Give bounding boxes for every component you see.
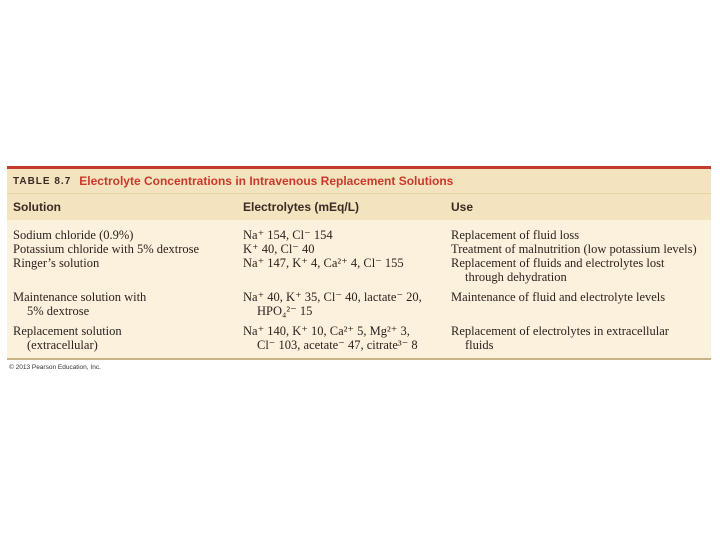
header-electrolytes: Electrolytes (mEq/L): [243, 200, 360, 214]
cell-electrolytes: Na⁺ 147, K⁺ 4, Ca²⁺ 4, Cl⁻ 155: [243, 256, 404, 270]
cell-use: Replacement of electrolytes in extracellular: [451, 324, 669, 338]
header-solution: Solution: [13, 200, 61, 214]
cell-solution-cont: 5% dextrose: [27, 304, 90, 318]
cell-use: Replacement of fluid loss: [451, 228, 580, 242]
table-row: [7, 228, 711, 242]
cell-electrolytes-cont: Cl⁻ 103, acetate⁻ 47, citrate³⁻ 8: [257, 338, 418, 352]
cell-solution: Potassium chloride with 5% dextrose: [13, 242, 200, 256]
cell-solution: Replacement solution: [13, 324, 122, 338]
table-body: [7, 220, 711, 360]
table-row: [7, 242, 711, 256]
cell-electrolytes: Na⁺ 154, Cl⁻ 154: [243, 228, 333, 242]
cell-electrolytes-cont: HPO₄²⁻ 15: [257, 304, 313, 318]
table-row: [7, 290, 711, 318]
cell-solution-cont: (extracellular): [27, 338, 98, 352]
table-row: [7, 324, 711, 352]
cell-solution: Sodium chloride (0.9%): [13, 228, 134, 242]
cell-use: Replacement of fluids and electrolytes lost: [451, 256, 665, 270]
table-label: TABLE 8.7: [13, 175, 72, 187]
cell-electrolytes: K⁺ 40, Cl⁻ 40: [243, 242, 315, 256]
table-title-bar: [7, 166, 711, 193]
cell-electrolytes: Na⁺ 40, K⁺ 35, Cl⁻ 40, lactate⁻ 20,: [243, 290, 422, 304]
cell-solution: Maintenance solution with: [13, 290, 147, 304]
table-header-row: [7, 193, 711, 220]
table-row: [7, 256, 711, 284]
cell-electrolytes: Na⁺ 140, K⁺ 10, Ca²⁺ 5, Mg²⁺ 3,: [243, 324, 410, 338]
electrolyte-table: [7, 166, 711, 360]
cell-use: Treatment of malnutrition (low potassium levels): [451, 242, 697, 256]
table-title: Electrolyte Concentrations in Intravenous Replacement Solutions: [79, 174, 454, 188]
cell-use-cont: fluids: [465, 338, 494, 352]
cell-use-cont: through dehydration: [465, 270, 567, 284]
cell-solution: Ringer’s solution: [13, 256, 100, 270]
header-use: Use: [451, 200, 474, 214]
copyright-notice: © 2013 Pearson Education, Inc.: [9, 364, 101, 371]
cell-use: Maintenance of fluid and electrolyte levels: [451, 290, 666, 304]
